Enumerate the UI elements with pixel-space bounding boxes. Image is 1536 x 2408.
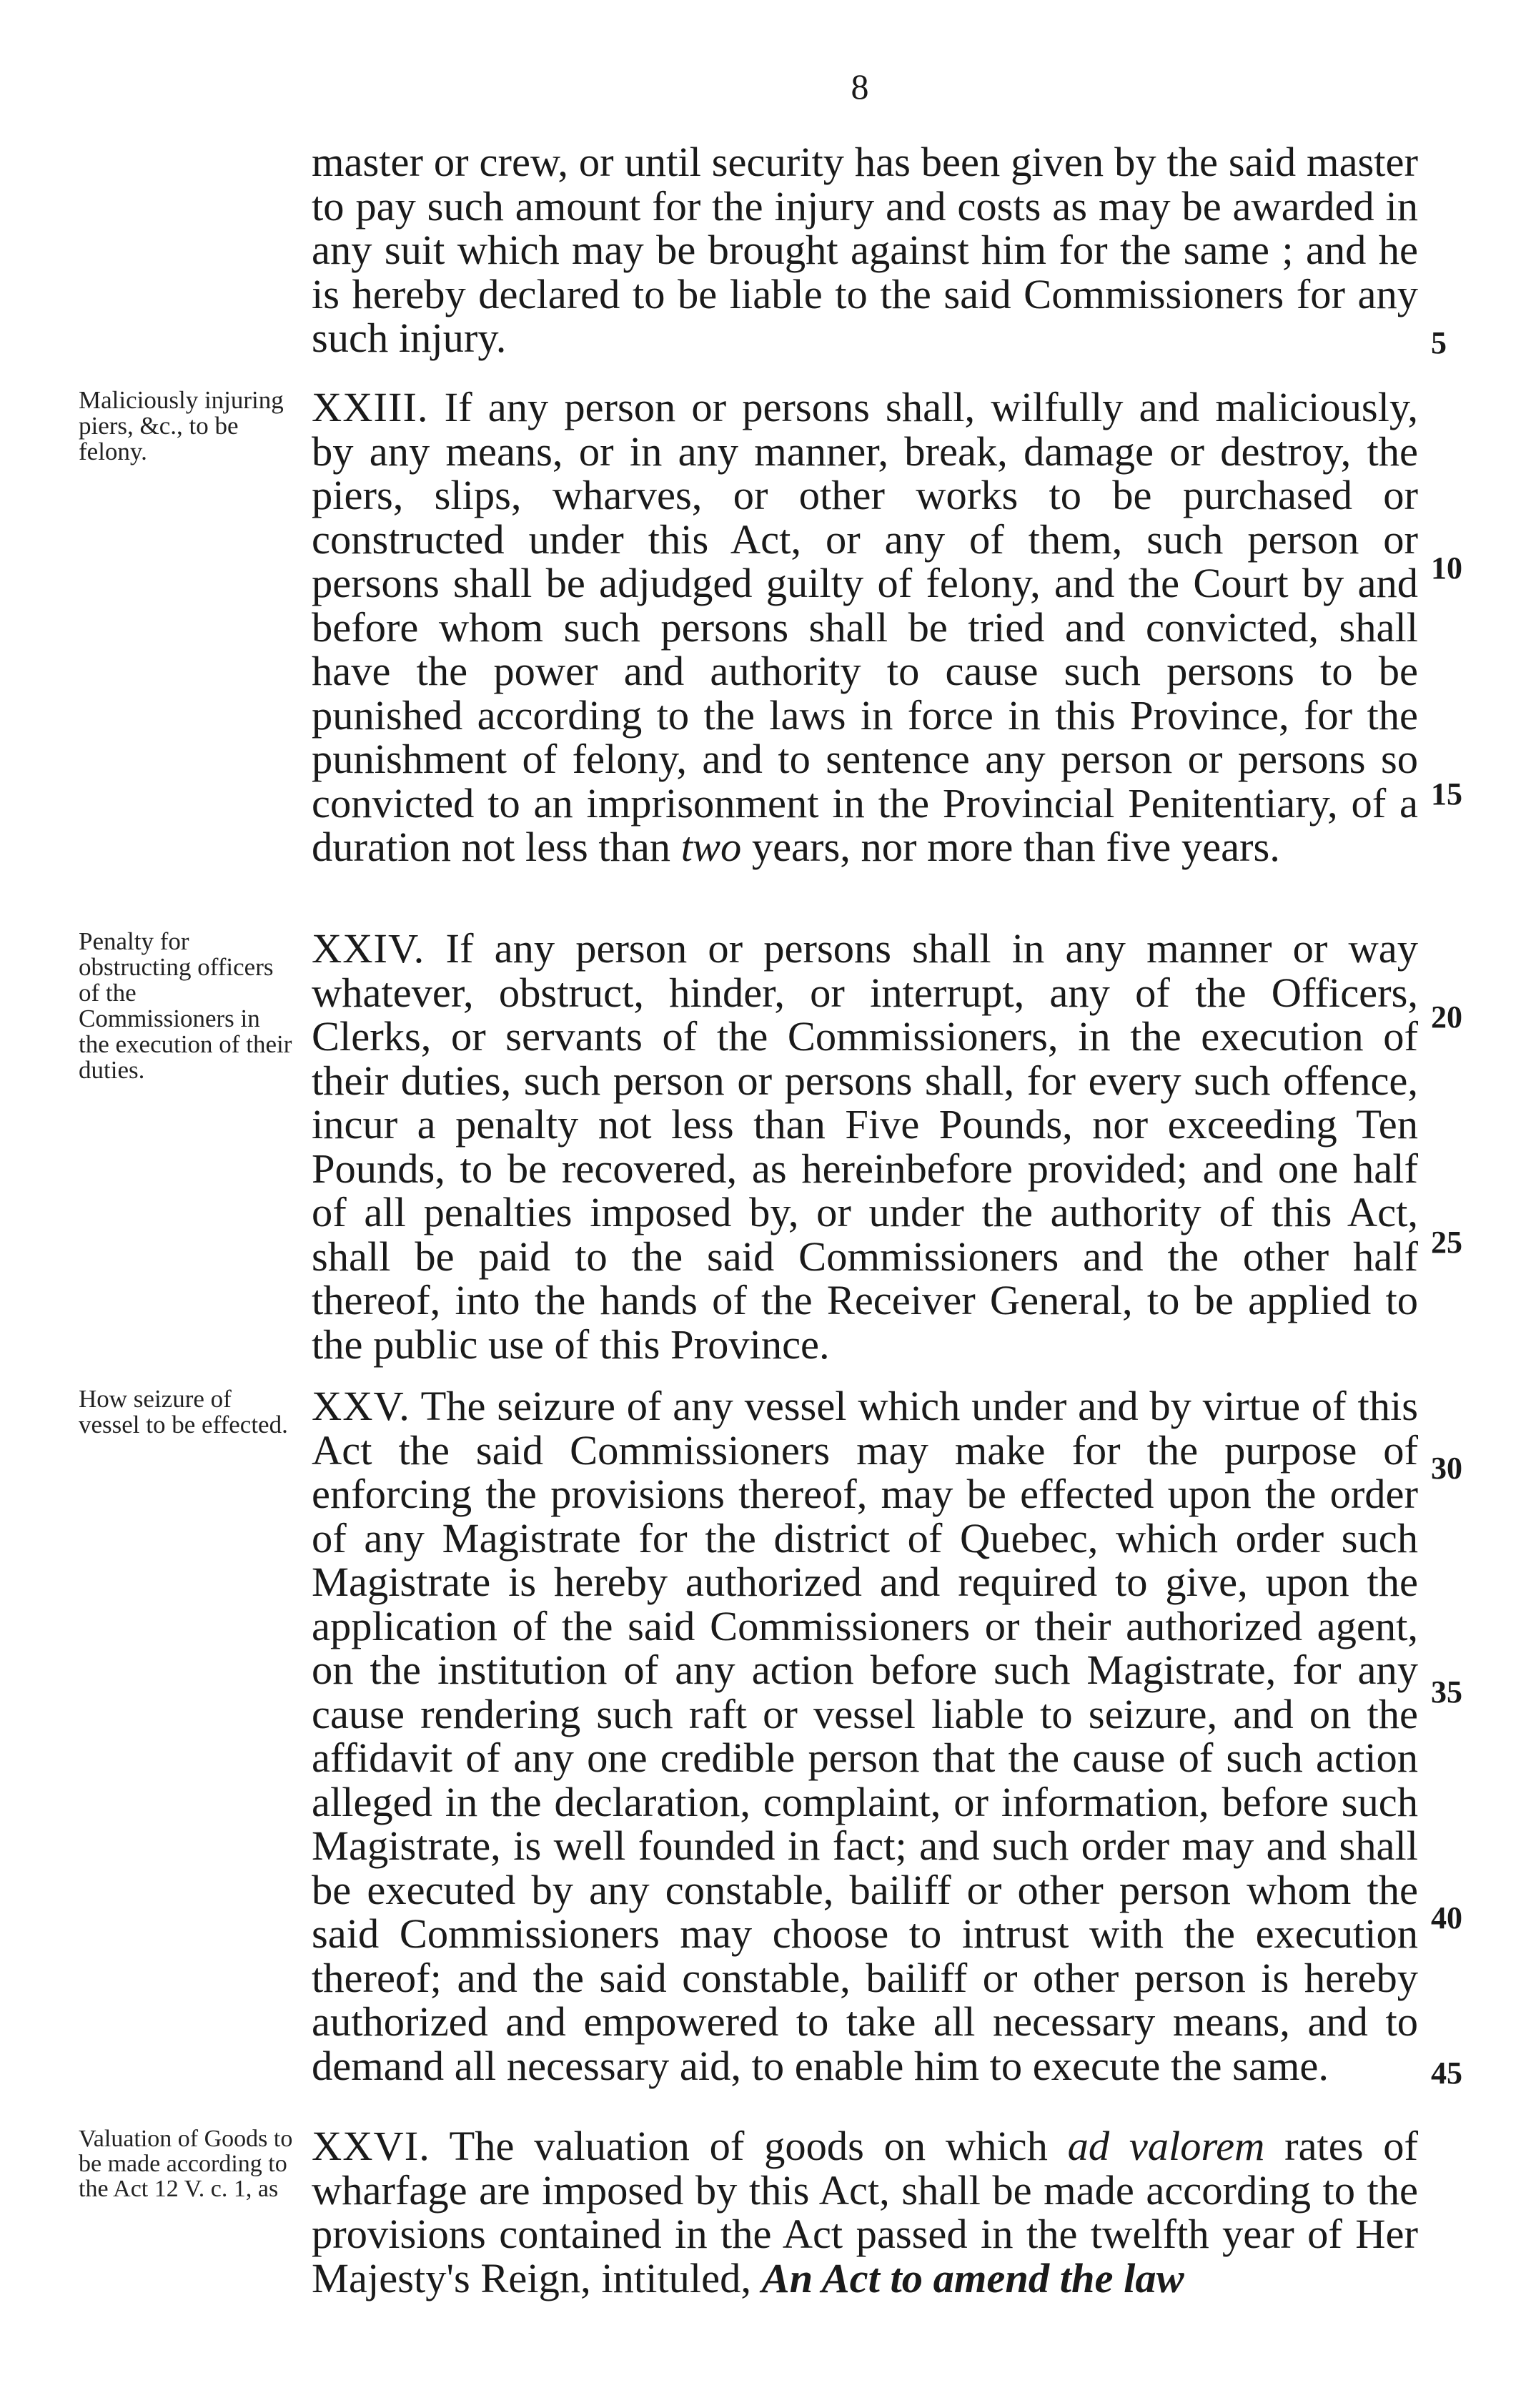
marginal-note-xxiv: Penalty for obstructing officers of the Commissioners in the execution of their duties.	[79, 927, 292, 1084]
section-xxiii	[312, 385, 1418, 869]
section-emphasis-ad-valorem: ad valorem	[1067, 2123, 1265, 2169]
section-text: The seizure of any vessel which under and by virtue of this Act the said Commissioners may make for the purpose of enforcing the provisions thereof, may be effected upon the order of any Magistrate for the district of Quebec, which order such Magistrate is hereby authorized and required to give, upon the application of the said Commissioners or their authorized agent, on the institution of any action before such Magistrate, for any cause rendering such raft or vessel liable to seizure, and on the affidavit of any one credible person that the cause of such action alleged in the declaration, complaint, or information, before such Magistrate, is well founded in fact; and such order may and shall be executed by any constable, bailiff or other person whom the said Commissioners may choose to intrust with the execution thereof; and the said constable, bailiff or other person is hereby authorized and empowered to take all necessary means, and to demand all necessary aid, to enable him to execute the same.	[312, 1383, 1418, 2089]
line-number: 30	[1431, 1451, 1462, 1486]
section-xxv	[312, 1384, 1418, 2088]
line-number: 35	[1431, 1674, 1462, 1709]
marginal-note-xxv: How seizure of vessel to be effected.	[79, 1385, 288, 1439]
marginal-note-xxiii: Maliciously injuring piers, &c., to be felony.	[79, 386, 284, 465]
line-number: 20	[1431, 1000, 1462, 1035]
line-number: 5	[1431, 325, 1447, 360]
section-text: If any person or persons shall in any manner or way whatever, obstruct, hinder, or interrupt, any of the Officers, Clerks, or servants of the Commissioners, in the execution of their duties, such person or persons shall, for every such offence, incur a penalty not less than Five Pounds, nor exceeding Ten Pounds, to be recovered, as hereinbefore provided; and one half of all penalties imposed by, or under the authority of this Act, shall be paid to the said Commissioners and the other half thereof, into the hands of the Receiver General, to be applied to the public use of this Province.	[312, 925, 1418, 1368]
section-xxiv	[312, 927, 1418, 1366]
section-emphasis-act-title: An Act to amend the law	[761, 2254, 1184, 2301]
line-number: 10	[1431, 551, 1462, 586]
section-text-after: years, nor more than five years.	[751, 824, 1280, 870]
section-xxvi	[312, 2124, 1418, 2300]
paragraph-continued	[312, 140, 1418, 360]
line-number: 15	[1431, 776, 1462, 811]
section-number: XXVI.	[312, 2123, 430, 2169]
section-number: XXIV.	[312, 925, 425, 972]
section-number: XXV.	[312, 1383, 410, 1429]
section-text-before: The valuation of goods on which	[449, 2123, 1048, 2169]
section-text-mid: rates of wharfage are imposed by this Act, shall be made according to the provisions contained in the Act passed in the twelfth year of Her Majesty's Reign, intituled,	[312, 2123, 1419, 2301]
section-emphasis: two	[680, 824, 742, 870]
marginal-note-xxvi: Valuation of Goods to be made according to the Act 12 V. c. 1, as	[79, 2126, 293, 2202]
page-number: 8	[851, 66, 869, 107]
line-number: 25	[1431, 1225, 1462, 1260]
line-number: 40	[1431, 1900, 1462, 1935]
section-number: XXIII.	[312, 384, 429, 430]
section-text: If any person or persons shall, wilfully and maliciously, by any means, or in any manner, break, damage or destroy, the piers, slips, wharves, or other works to be purchased or constructed under this Act, or any of them, such person or persons shall be adjudged guilty of felony, and the Court by and before whom such persons shall be tried and convicted, shall have the power and authority to cause such persons to be punished according to the laws in force in this Province, for the punishment of felony, and to sentence any person or persons so convicted to an imprisonment in the Provincial Penitentiary, of a duration not less than	[312, 384, 1418, 870]
line-number: 45	[1431, 2056, 1462, 2091]
paragraph-text: master or crew, or until security has been given by the said master to pay such amount for the injury and costs as may be awarded in any suit which may be brought against him for the same ; and he is hereby declared to be liable to the said Commissioners for any such injury.	[312, 139, 1418, 361]
